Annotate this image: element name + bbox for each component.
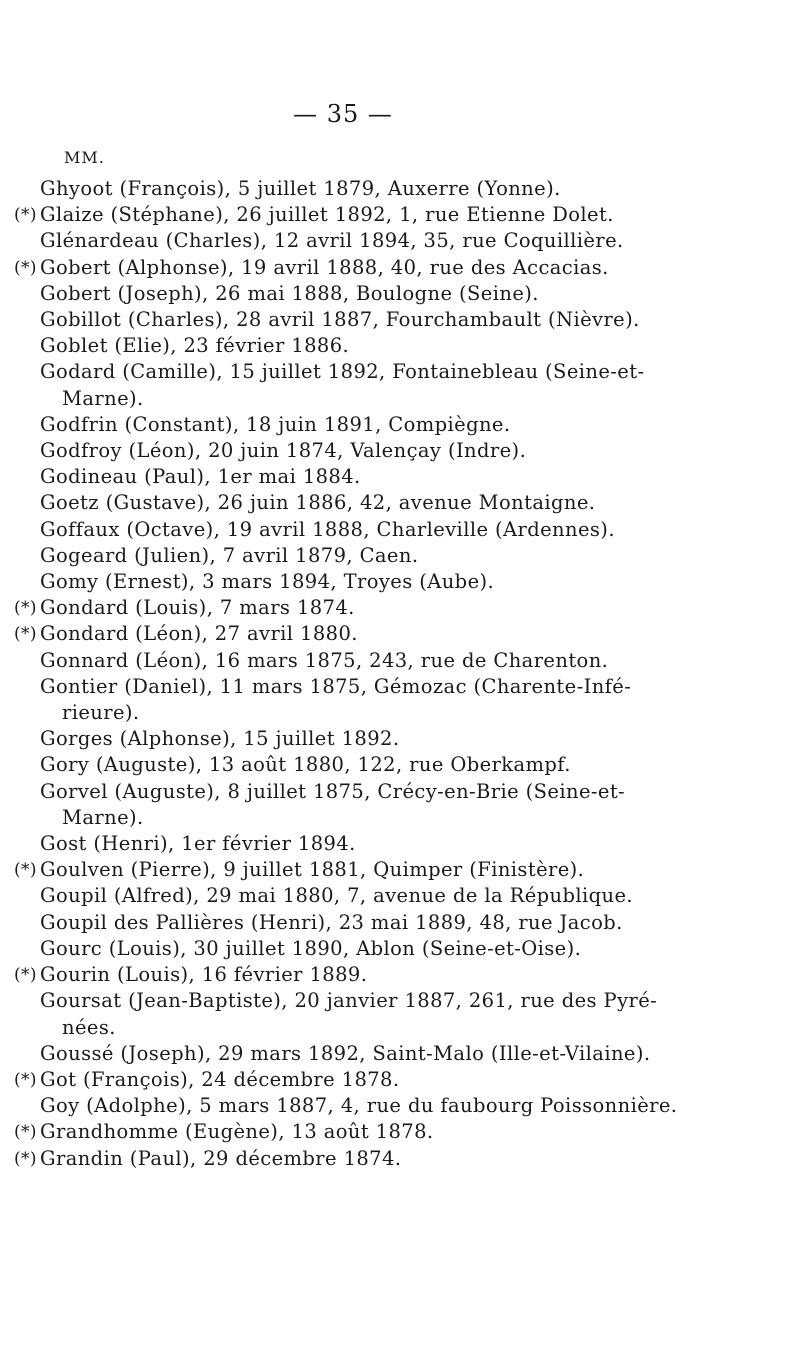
list-item	[0, 988, 684, 1040]
entry-text: Gogeard (Julien), 7 avril 1879, Caen.	[40, 543, 419, 567]
list-item	[0, 517, 684, 543]
entry-text: Got (François), 24 décembre 1878.	[40, 1067, 400, 1091]
list-item	[0, 176, 684, 202]
list-item	[0, 1093, 684, 1119]
asterisk-marker: (*)	[14, 598, 37, 619]
entry-text: Gory (Auguste), 13 août 1880, 122, rue Oberkampf.	[40, 753, 571, 777]
list-item	[0, 412, 684, 438]
list-item	[0, 255, 684, 281]
entry-continuation: Marne).	[62, 386, 144, 410]
list-item	[0, 779, 684, 831]
salutation: MM.	[64, 148, 105, 167]
list-item	[0, 202, 684, 228]
entry-text: Gourc (Louis), 30 juillet 1890, Ablon (Seine-et-Oise).	[40, 936, 582, 960]
entry-text: Gorvel (Auguste), 8 juillet 1875, Crécy-en-Brie (Seine-et-	[40, 779, 626, 803]
entry-text: Goupil (Alfred), 29 mai 1880, 7, avenue de la République.	[40, 884, 634, 908]
list-item	[0, 857, 684, 883]
list-item	[0, 228, 684, 254]
entry-text: Gomy (Ernest), 3 mars 1894, Troyes (Aube).	[40, 570, 495, 594]
list-item	[0, 910, 684, 936]
entry-text: Gorges (Alphonse), 15 juillet 1892.	[40, 727, 400, 751]
list-item	[0, 674, 684, 726]
entry-text: Glénardeau (Charles), 12 avril 1894, 35, rue Coquillière.	[40, 229, 624, 253]
list-item	[0, 543, 684, 569]
list-item	[0, 831, 684, 857]
asterisk-marker: (*)	[14, 624, 37, 645]
entry-text: Goulven (Pierre), 9 juillet 1881, Quimper (Finistère).	[40, 858, 585, 882]
entry-text: Godfroy (Léon), 20 juin 1874, Valençay (Indre).	[40, 439, 527, 463]
entry-text: Goetz (Gustave), 26 juin 1886, 42, avenue Montaigne.	[40, 491, 596, 515]
list-item	[0, 883, 684, 909]
asterisk-marker: (*)	[14, 1122, 37, 1143]
entry-continuation: nées.	[62, 1015, 116, 1039]
entry-text: Godard (Camille), 15 juillet 1892, Fontainebleau (Seine-et-	[40, 360, 645, 384]
entry-text: Goursat (Jean-Baptiste), 20 janvier 1887, 261, rue des Pyré-	[40, 989, 658, 1013]
entry-text: Gost (Henri), 1er février 1894.	[40, 832, 356, 856]
entry-text: Gondard (Léon), 27 avril 1880.	[40, 622, 358, 646]
page-number: — 35 —	[293, 100, 393, 128]
entry-text: Gobillot (Charles), 28 avril 1887, Fourchambault (Nièvre).	[40, 308, 640, 332]
list-item	[0, 569, 684, 595]
entry-text: Gobert (Alphonse), 19 avril 1888, 40, rue des Accacias.	[40, 255, 609, 279]
list-item	[0, 490, 684, 516]
list-item	[0, 333, 684, 359]
asterisk-marker: (*)	[14, 257, 37, 278]
entry-text: Goussé (Joseph), 29 mars 1892, Saint-Malo (Ille-et-Vilaine).	[40, 1041, 651, 1065]
entry-text: Grandhomme (Eugène), 13 août 1878.	[40, 1120, 434, 1144]
list-item	[0, 307, 684, 333]
entry-text: Gourin (Louis), 16 février 1889.	[40, 963, 368, 987]
entry-text: Goblet (Elie), 23 février 1886.	[40, 334, 350, 358]
asterisk-marker: (*)	[14, 965, 37, 986]
entry-continuation: rieure).	[62, 701, 140, 725]
entry-list	[0, 176, 800, 1172]
entry-text: Goupil des Pallières (Henri), 23 mai 1889, 48, rue Jacob.	[40, 910, 623, 934]
list-item	[0, 281, 684, 307]
entry-text: Gobert (Joseph), 26 mai 1888, Boulogne (Seine).	[40, 281, 539, 305]
entry-text: Goffaux (Octave), 19 avril 1888, Charleville (Ardennes).	[40, 517, 615, 541]
list-item	[0, 1119, 684, 1145]
entry-text: Goy (Adolphe), 5 mars 1887, 4, rue du faubourg Poissonnière.	[40, 1094, 678, 1118]
entry-text: Godfrin (Constant), 18 juin 1891, Compiègne.	[40, 412, 511, 436]
asterisk-marker: (*)	[14, 1148, 37, 1169]
entry-text: Ghyoot (François), 5 juillet 1879, Auxerre (Yonne).	[40, 177, 561, 200]
list-item	[0, 648, 684, 674]
entry-text: Gontier (Daniel), 11 mars 1875, Gémozac (Charente-Infé-	[40, 674, 632, 698]
list-item	[0, 726, 684, 752]
list-item	[0, 1041, 684, 1067]
list-item	[0, 595, 684, 621]
list-item	[0, 936, 684, 962]
entry-text: Gondard (Louis), 7 mars 1874.	[40, 596, 355, 620]
asterisk-marker: (*)	[14, 860, 37, 881]
entry-text: Grandin (Paul), 29 décembre 1874.	[40, 1146, 402, 1170]
entry-continuation: Marne).	[62, 805, 144, 829]
list-item	[0, 464, 684, 490]
list-item	[0, 359, 684, 411]
list-item	[0, 962, 684, 988]
list-item	[0, 1146, 684, 1172]
entry-text: Glaize (Stéphane), 26 juillet 1892, 1, rue Etienne Dolet.	[40, 203, 614, 227]
entry-text: Godineau (Paul), 1er mai 1884.	[40, 465, 361, 489]
asterisk-marker: (*)	[14, 1069, 37, 1090]
entry-text: Gonnard (Léon), 16 mars 1875, 243, rue de Charenton.	[40, 648, 609, 672]
list-item	[0, 621, 684, 647]
asterisk-marker: (*)	[14, 205, 37, 226]
list-item	[0, 438, 684, 464]
list-item	[0, 1067, 684, 1093]
list-item	[0, 752, 684, 778]
